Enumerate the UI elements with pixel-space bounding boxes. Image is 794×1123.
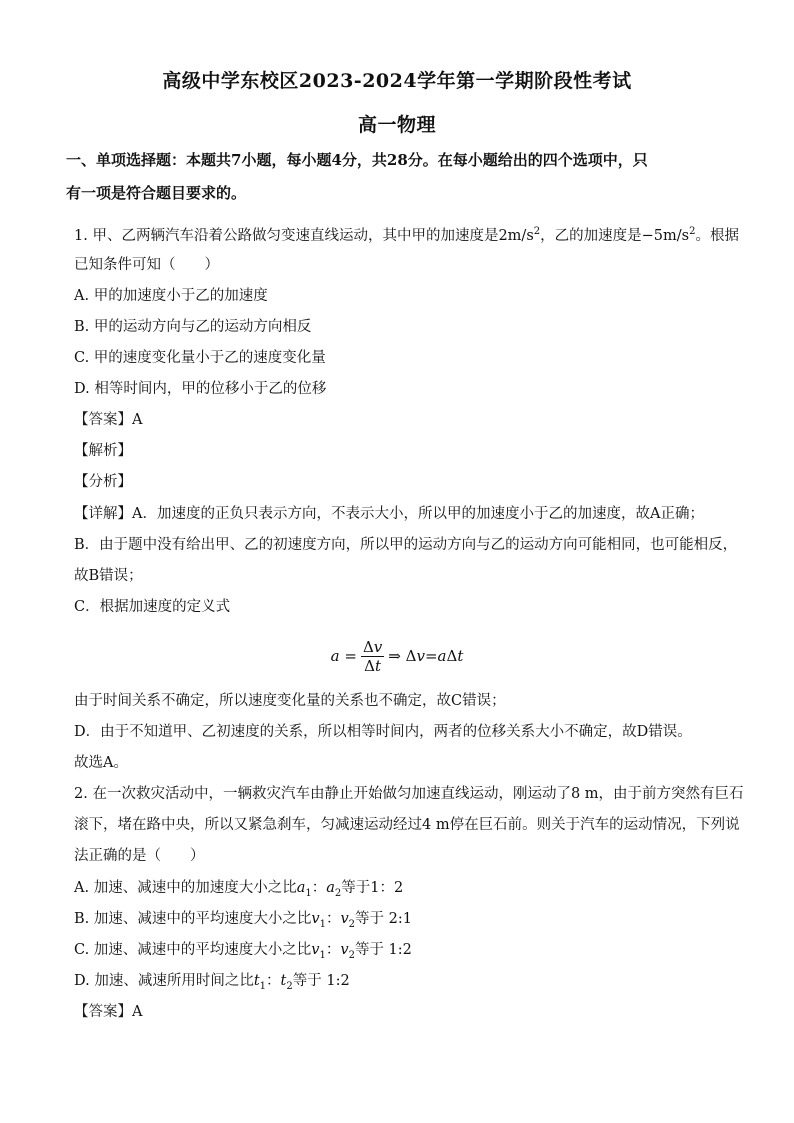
q1-stem-part1: 1. 甲、乙两辆汽车沿着公路做匀变速直线运动，其中甲的加速度是	[74, 227, 499, 244]
q1-detail-c-line1: C．根据加速度的定义式	[74, 599, 231, 615]
q1-accel-jia: $2m/s^2$	[498, 226, 541, 244]
q2-stem-line3: 法正确的是（ ）	[74, 848, 205, 864]
q1-accel-yi: $-5m/s^2$	[641, 226, 696, 244]
q2-answer	[74, 1002, 734, 1022]
section-heading-line1: 一、单项选择题：本题共7小题，每小题4分，共28分。在每小题给出的四个选项中，只	[66, 151, 648, 169]
answer-tag: 【答案】	[74, 1004, 132, 1020]
q1-detail-d: D．由于不知道甲、乙初速度的关系，所以相等时间内，两者的位移关系大小不确定，故D错误。	[74, 724, 692, 740]
q1-answer	[74, 410, 734, 430]
q1-stem-part2: ，乙的加速度是	[540, 227, 642, 244]
q1-option-d: D. 相等时间内，甲的位移小于乙的位移	[74, 381, 327, 397]
q1-stem-line1	[74, 222, 739, 246]
q1-fenxi-tag: 【分析】	[74, 474, 132, 490]
q1-detail-a: 【详解】A．加速度的正负只表示方向，不表示大小，所以甲的加速度小于乙的加速度，故A正确；	[74, 506, 704, 522]
answer-tag: 【答案】	[74, 412, 132, 428]
q1-option-b: B. 甲的运动方向与乙的运动方向相反	[74, 319, 312, 335]
section-heading-line2: 有一项是符合题目要求的。	[66, 184, 247, 202]
q2-option-c: C. 加速、减速中的平均速度大小之比$v_1$：$v_2$等于 1:2	[74, 942, 412, 961]
q1-detail-c-line2: 由于时间关系不确定，所以速度变化量的关系也不确定，故C错误；	[74, 693, 506, 709]
q1-stem-part3: 。根据	[695, 227, 739, 244]
answer-value: A	[132, 412, 143, 428]
q1-analysis-tag: 【解析】	[74, 443, 132, 459]
q1-option-c: C. 甲的速度变化量小于乙的速度变化量	[74, 350, 326, 366]
q2-option-b: B. 加速、减速中的平均速度大小之比$v_1$：$v_2$等于 2:1	[74, 911, 412, 930]
q2-option-d: D. 加速、减速所用时间之比$t_1$：$t_2$等于 1:2	[74, 973, 350, 992]
q2-option-a: A. 加速、减速中的加速度大小之比$a_1$：$a_2$等于1：2	[74, 880, 404, 899]
page-subtitle: 高一物理	[357, 114, 436, 136]
q1-conclusion: 故选A。	[74, 755, 128, 771]
q1-option-a: A. 甲的加速度小于乙的加速度	[74, 288, 268, 304]
page-title: 高级中学东校区2023-2024学年第一学期阶段性考试	[162, 70, 632, 92]
q1-detail-b-line1: B．由于题中没有给出甲、乙的初速度方向，所以甲的运动方向与乙的运动方向可能相同，也可能相反，	[74, 537, 738, 553]
q1-detail-b-line2: 故B错误；	[74, 568, 143, 584]
q1-stem-line2: 已知条件可知（ ）	[74, 257, 219, 273]
detail-tag: 【详解】	[74, 506, 132, 522]
acceleration-formula: a = $\frac{\Delta v}{\Delta t}$ ⇒ Δ v = a Δ t	[330, 637, 464, 675]
q2-stem-line2: 滚下，堵在路中央，所以又紧急刹车，匀减速运动经过4 m停在巨石前。则关于汽车的运动情况，下列说	[74, 817, 740, 833]
answer-value: A	[132, 1004, 143, 1020]
q2-stem-line1: 2. 在一次救灾活动中，一辆救灾汽车由静止开始做匀加速直线运动，刚运动了8 m，由于前方突然有巨石	[74, 786, 744, 802]
